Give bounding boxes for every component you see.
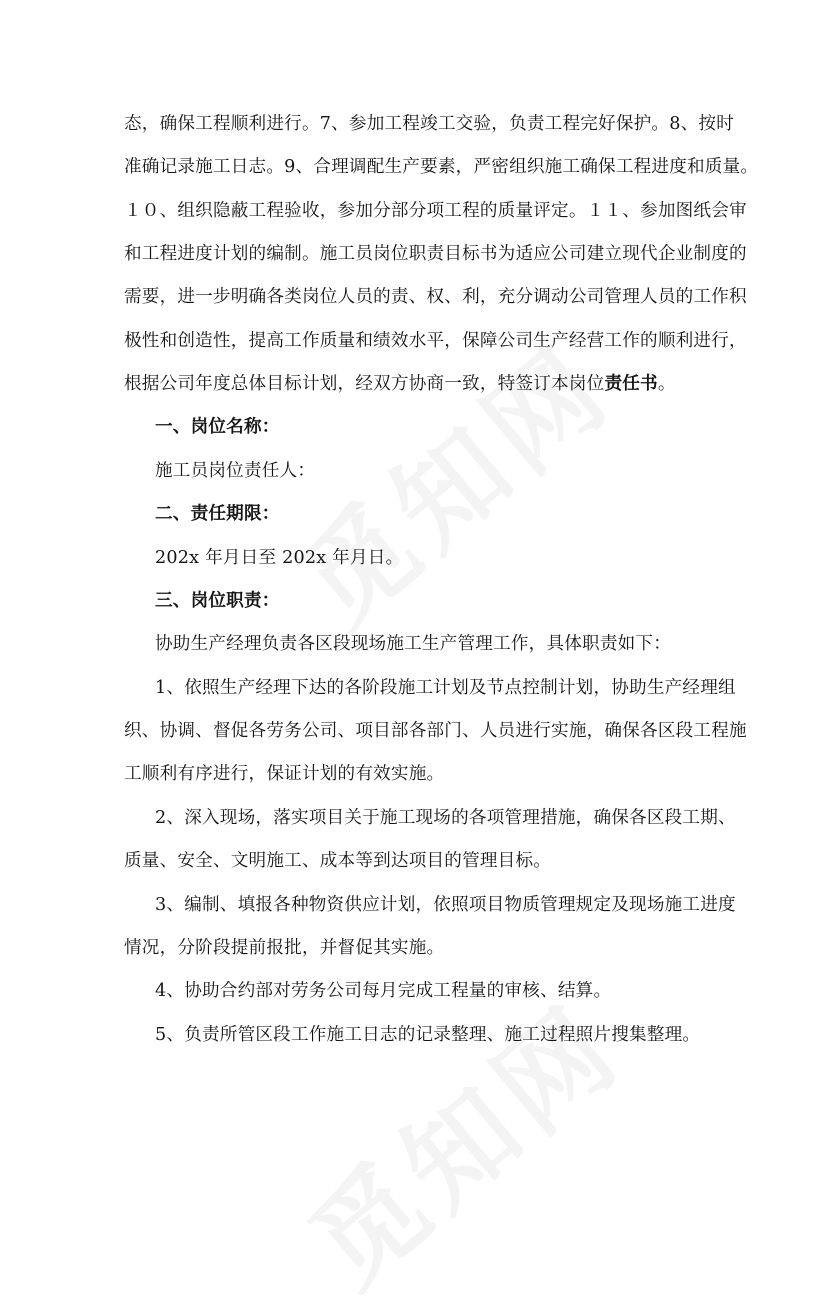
duty-3-line: 3、编制、填报各种物资供应计划，依照项目物质管理规定及现场施工进度 — [155, 895, 736, 915]
duty-4-line: 4、协助合约部对劳务公司每月完成工程量的审核、结算。 — [155, 981, 612, 1001]
section-heading-position-name: 一、岗位名称： — [155, 416, 280, 437]
paragraph-line: 态，确保工程顺利进行。7、参加工程竣工交验，负责工程完好保护。8、按时 — [124, 114, 734, 134]
position-holder-text: 施工员岗位责任人： — [155, 461, 316, 481]
paragraph-text: 根据公司年度总体目标计划，经双方协商一致，特签订本岗位 — [124, 374, 605, 394]
paragraph-last-line — [124, 372, 724, 396]
paragraph-line: 需要，进一步明确各类岗位人员的责、权、利，充分调动公司管理人员的工作积 — [124, 287, 747, 307]
watermark — [271, 963, 648, 1315]
duty-1-line: 工顺利有序进行，保证计划的有效实施。 — [124, 764, 445, 784]
duty-5-line: 5、负责所管区段工作施工日志的记录整理、施工过程照片搜集整理。 — [155, 1025, 701, 1045]
paragraph-end: 。 — [657, 374, 676, 394]
duty-1-line: 织、协调、督促各劳务公司、项目部各部门、人员进行实施，确保各区段工程施 — [124, 721, 747, 741]
section-heading-duties: 三、岗位职责： — [155, 590, 280, 611]
section-heading-term: 二、责任期限： — [155, 503, 280, 524]
term-dates-text: 202x 年月日至 202x 年月日。 — [155, 548, 404, 568]
duty-2-line: 2、深入现场，落实项目关于施工现场的各项管理措施，确保各区段工期、 — [155, 808, 736, 828]
duty-2-line: 质量、安全、文明施工、成本等到达项目的管理目标。 — [124, 851, 552, 871]
duties-intro-text: 协助生产经理负责各区段现场施工生产管理工作，具体职责如下： — [155, 634, 672, 654]
responsibility-letter-term: 责任书 — [604, 373, 658, 394]
paragraph-line: １０、组织隐蔽工程验收，参加分部分项工程的质量评定。１１、参加图纸会审 — [124, 201, 747, 221]
duty-1-line: 1、依照生产经理下达的各阶段施工计划及节点控制计划，协助生产经理组 — [155, 678, 736, 698]
paragraph-line: 准确记录施工日志。9、合理调配生产要素，严密组织施工确保工程进度和质量。 — [124, 157, 759, 177]
paragraph-line: 极性和创造性，提高工作质量和绩效水平，保障公司生产经营工作的顺利进行， — [124, 331, 747, 351]
duty-3-line: 情况，分阶段提前报批，并督促其实施。 — [124, 938, 445, 958]
paragraph-line: 和工程进度计划的编制。施工员岗位职责目标书为适应公司建立现代企业制度的 — [124, 244, 747, 264]
